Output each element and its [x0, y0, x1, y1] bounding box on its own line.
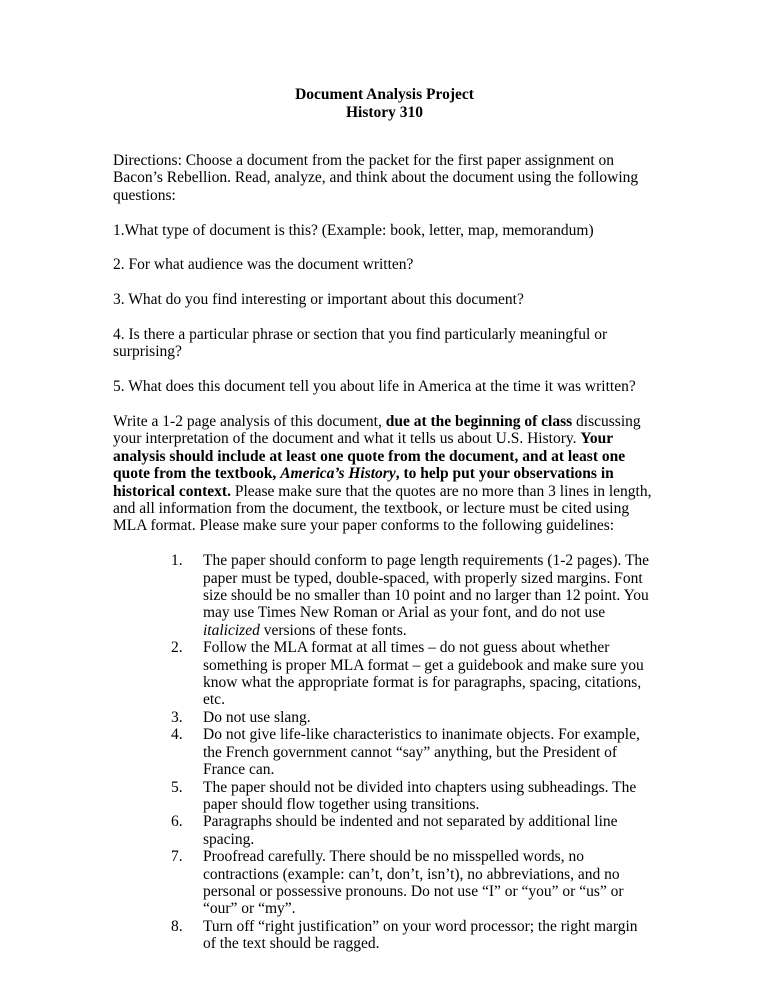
guideline-item: [113, 726, 656, 778]
guideline-item: [113, 639, 656, 709]
guideline-text: Proofread carefully. There should be no misspelled words, no contractions (example: can’t, don’t, isn’t), no abbreviations, and no personal or possessive pronouns. Do not use “I” or “you” or “us” or “our” or “my”.: [203, 848, 624, 918]
question-item: 1.What type of document is this? (Example: book, letter, map, memorandum): [113, 221, 594, 239]
guideline-text: Turn off “right justification” on your word processor; the right margin of the text should be ragged.: [203, 917, 638, 953]
page-title: [113, 86, 656, 121]
guideline-text: Paragraphs should be indented and not separated by additional line spacing.: [203, 813, 618, 848]
guideline-text: The paper should conform to page length requirements (1-2 pages). The paper must be typed, double-spaced, with properly sized margins. Font size should be no smaller than 10 point and no larger than 12 point. You may use Times New Roman or Arial as your font, and do not use: [203, 552, 650, 622]
guideline-text: Do not use slang.: [203, 708, 311, 726]
textbook-title: America’s History: [280, 465, 396, 483]
guideline-text: Follow the MLA format at all times – do not guess about whether something is proper MLA format – get a guidebook and make sure you know what the appropriate format is for paragraphs, spacing, citations, etc.: [203, 639, 644, 709]
question-item: 2. For what audience was the document written?: [113, 256, 414, 274]
assignment-paragraph: [113, 413, 656, 535]
guideline-item: [113, 848, 656, 918]
guideline-text-tail: versions of these fonts.: [259, 621, 407, 639]
guideline-text: The paper should not be divided into chapters using subheadings. The paper should flow together using transitions.: [203, 778, 637, 813]
guidelines-list: [113, 552, 656, 952]
title-line-2: History 310: [345, 103, 424, 121]
assignment-text-plain-3: Please make sure that the quotes are no more than 3 lines in length, and all information from the document, the textbook, or lecture must be cited using MLA format. Please make sure your paper conforms to the following guidelines:: [113, 482, 652, 535]
question-item: 5. What does this document tell you about life in America at the time it was written?: [113, 378, 636, 396]
guideline-item: [113, 918, 656, 953]
guideline-item: [113, 552, 656, 639]
guideline-item: [113, 779, 656, 814]
question-item: 4. Is there a particular phrase or section that you find particularly meaningful or surprising?: [113, 326, 608, 361]
guideline-text: Do not give life-like characteristics to inanimate objects. For example, the French government cannot “say” anything, but the President of France can.: [203, 726, 640, 779]
guideline-italic-text: italicized: [203, 621, 260, 639]
assignment-text-bold-context: , to help put your observations in historical context.: [113, 465, 614, 500]
guideline-item: [113, 813, 656, 848]
directions-paragraph: Directions: Choose a document from the packet for the first paper assignment on Bacon’s Rebellion. Read, analyze, and think about the document using the following questions:: [113, 152, 639, 204]
title-line-1: Document Analysis Project: [295, 86, 474, 103]
guideline-item: [113, 709, 656, 726]
question-item: 3. What do you find interesting or important about this document?: [113, 291, 524, 309]
assignment-text-bold-due: due at the beginning of class: [385, 413, 573, 430]
assignment-text-bold-requirement: Your analysis should include at least one quote from the document, and at least one quote from the textbook,: [113, 430, 626, 483]
assignment-text-plain-1: Write a 1-2 page analysis of this document,: [113, 413, 386, 430]
questions-list: [113, 222, 656, 396]
directions-section: [113, 152, 656, 204]
assignment-text-plain-2: discussing your interpretation of the document and what it tells us about U.S. History.: [113, 413, 641, 448]
